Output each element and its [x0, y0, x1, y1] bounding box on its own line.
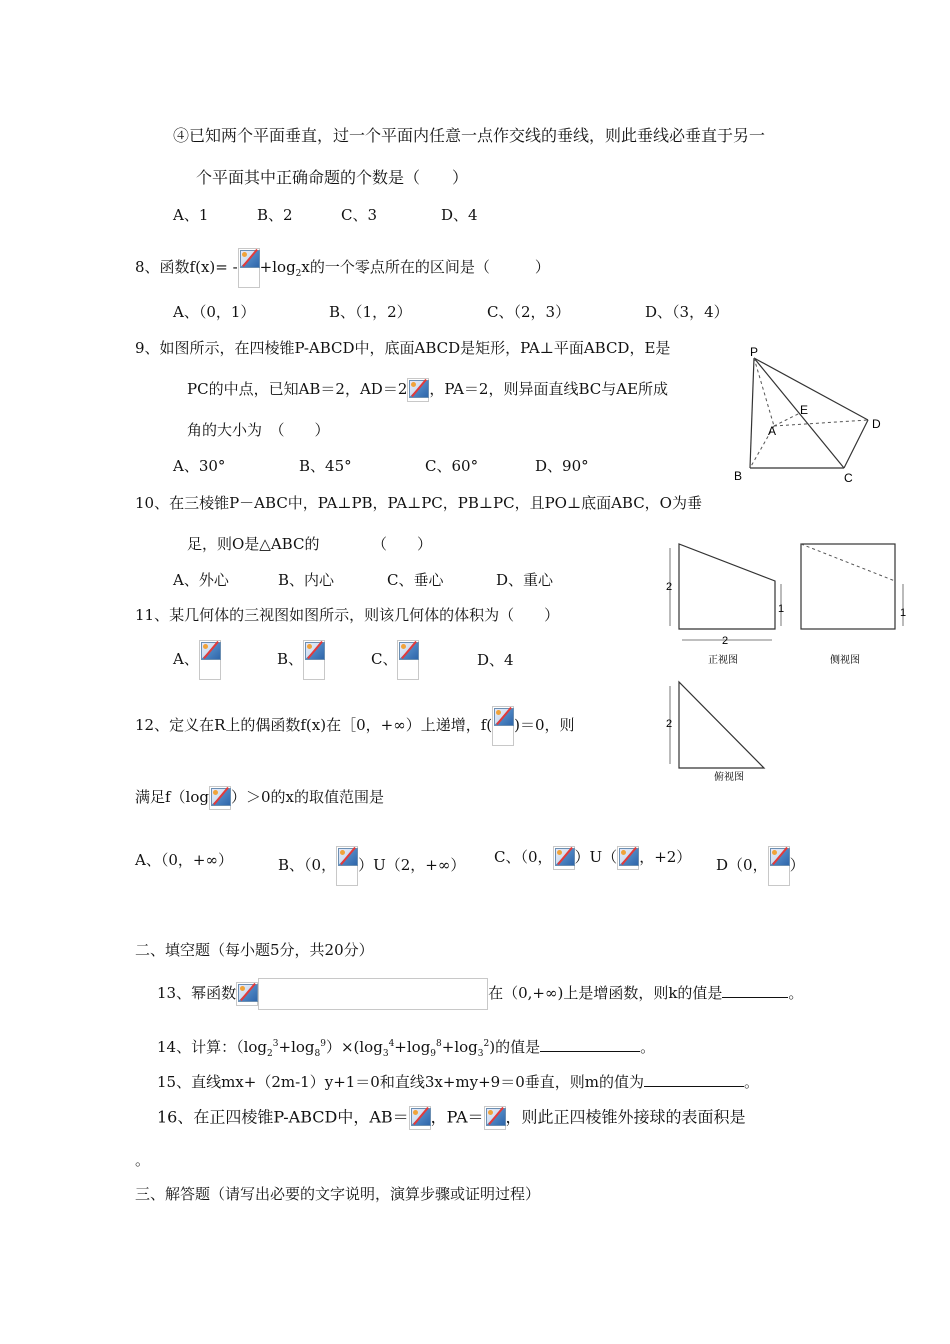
q7-option-c: C、3: [341, 206, 378, 224]
q11-option-b: B、: [277, 640, 325, 684]
q11-option-a: A、: [173, 640, 221, 684]
q10-line2: 足，则O是△ABC的 （ ）: [187, 535, 432, 553]
formula-image-icon: [397, 640, 419, 680]
three-view-figure: [660, 536, 920, 786]
q16-line2: 。: [135, 1151, 151, 1169]
pyramid-figure: [728, 340, 898, 490]
q10-option-c: C、垂心: [387, 571, 444, 589]
formula-image-icon: [199, 640, 221, 680]
q8-option-d: D、（3，4）: [645, 303, 729, 321]
q12-line2: 满足f（log ）＞0的x的取值范围是: [135, 786, 384, 810]
q12-option-d: D（0， ）: [716, 846, 805, 886]
formula-image-icon: [407, 378, 429, 402]
label-e: E: [800, 403, 809, 417]
q8-option-c: C、（2，3）: [487, 303, 571, 321]
answer-blank[interactable]: [540, 1051, 640, 1052]
q9-line3: 角的大小为 （ ）: [187, 421, 330, 439]
formula-image-icon: [617, 846, 639, 870]
q11-option-c: C、: [371, 640, 419, 684]
formula-image-icon: [236, 982, 258, 1006]
q11-stem: 11、某几何体的三视图如图所示，则该几何体的体积为（ ）: [135, 606, 560, 624]
q12-option-c: C、（0， ）U（ ，+2）: [494, 846, 691, 870]
label-a: A: [768, 424, 777, 438]
label-p: P: [750, 345, 759, 359]
formula-box: [258, 978, 488, 1010]
q16: 16、在正四棱锥P-ABCD中，AB＝ ，PA＝ ，则此正四棱锥外接球的表面积是: [157, 1106, 746, 1130]
formula-image-icon: [553, 846, 575, 870]
q12-option-b: B、（0， ）U（2，+∞）: [278, 846, 465, 886]
q9-option-d: D、90°: [535, 457, 589, 475]
formula-image-icon: [484, 1106, 506, 1130]
q15: 15、直线mx+（2m-1）y+1＝0和直线3x+my+9＝0垂直，则m的值为 。: [157, 1073, 760, 1091]
q9-line1: 9、如图所示，在四棱锥P-ABCD中，底面ABCD是矩形，PA⊥平面ABCD，E是: [135, 339, 671, 357]
q9-line2: PC的中点，已知AB＝2，AD＝2 ，PA＝2，则异面直线BC与AE所成: [187, 378, 668, 402]
q10-option-a: A、外心: [173, 571, 229, 589]
front-view-caption: 正视图: [708, 655, 738, 666]
q9-option-a: A、30°: [173, 457, 226, 475]
section3-title: 三、解答题（请写出必要的文字说明，演算步骤或证明过程）: [135, 1185, 541, 1203]
answer-blank[interactable]: [644, 1086, 744, 1087]
side-short-label: 1: [900, 607, 907, 619]
formula-image-icon: [492, 706, 514, 746]
q13: 13、幂函数 在（0,+∞)上是增函数，则k的值是 。: [157, 978, 803, 1012]
front-height-label: 2: [666, 581, 673, 593]
q12-line1: 12、定义在R上的偶函数f(x)在［0，+∞）上递增，f( )＝0，则: [135, 706, 575, 746]
formula-image-icon: [336, 846, 358, 886]
q7-item4-line1: ④已知两个平面垂直，过一个平面内任意一点作交线的垂线，则此垂线必垂直于另一: [173, 126, 766, 145]
q7-option-b: B、2: [257, 206, 293, 224]
q7-option-d: D、4: [441, 206, 478, 224]
q9-option-b: B、45°: [299, 457, 352, 475]
q14: 14、计算：$(\log_2^3+\log_8^9)\times(\log_3^4+\log_9^8+\log_3^2)$的值是 。: [157, 1038, 656, 1059]
q10-line1: 10、在三棱锥P－ABC中，PA⊥PB，PA⊥PC，PB⊥PC，且PO⊥底面ABC，O为垂: [135, 494, 702, 512]
q10-option-d: D、重心: [496, 571, 554, 589]
q7-option-a: A、1: [173, 206, 209, 224]
side-view-caption: 侧视图: [830, 655, 860, 666]
formula-image-icon: [209, 786, 231, 810]
formula-image-icon: [303, 640, 325, 680]
answer-blank[interactable]: [722, 997, 788, 998]
q12-option-a: A、（0，+∞）: [135, 851, 233, 869]
top-height-label: 2: [666, 718, 673, 730]
front-short-label: 1: [778, 603, 785, 615]
formula-image-icon: [409, 1106, 431, 1130]
section2-title: 二、填空题（每小题5分，共20分）: [135, 941, 374, 959]
q8-stem: 8、函数f(x)= - $+\log_2x$的一个零点所在的区间是（ ）: [135, 248, 550, 288]
q9-option-c: C、60°: [425, 457, 479, 475]
q7-item4-line2: 个平面其中正确命题的个数是（ ）: [196, 168, 469, 187]
label-c: C: [844, 471, 853, 485]
q8-option-b: B、（1，2）: [329, 303, 412, 321]
label-d: D: [872, 417, 881, 431]
q8-option-a: A、（0，1）: [173, 303, 256, 321]
label-b: B: [734, 469, 743, 483]
front-width-label: 2: [722, 635, 729, 647]
formula-image-icon: [238, 248, 260, 288]
top-view-caption: 俯视图: [714, 772, 744, 783]
formula-image-icon: [768, 846, 790, 886]
q10-option-b: B、内心: [278, 571, 335, 589]
q11-option-d: D、4: [477, 651, 514, 669]
